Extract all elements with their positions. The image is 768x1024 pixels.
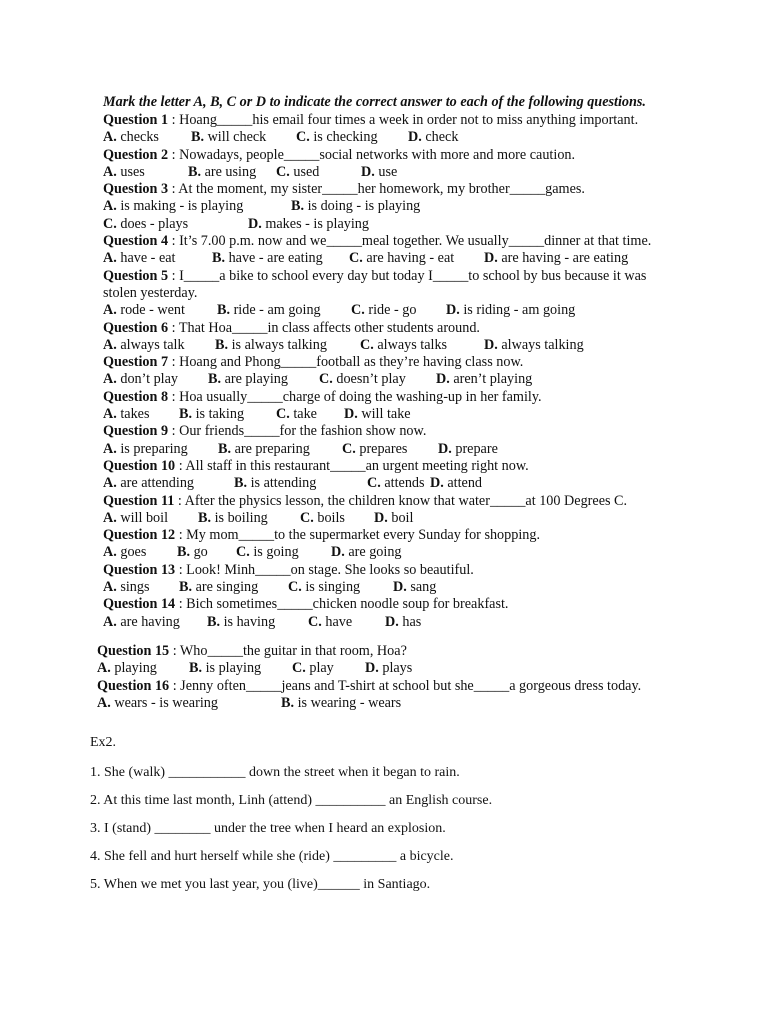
option-row <box>103 475 683 492</box>
question-label: Question 3 <box>103 181 169 198</box>
option-text: plays <box>378 660 413 677</box>
question-label: Question 15 <box>97 643 170 659</box>
question-label: Question 10 <box>103 457 176 474</box>
answer-option[interactable] <box>103 371 178 388</box>
question-text <box>97 678 687 695</box>
option-letter: C. <box>236 544 250 561</box>
option-letter: B. <box>234 475 248 492</box>
answer-option[interactable] <box>292 660 334 677</box>
answer-option[interactable] <box>103 250 175 267</box>
option-text: rode - went <box>116 302 185 319</box>
exercise-item: 2. At this time last month, Linh (attend) __________ an English course. <box>90 793 493 808</box>
option-text: is wearing - wears <box>294 694 402 711</box>
option-row <box>103 510 683 527</box>
option-text: is doing - is playing <box>304 198 421 215</box>
answer-option[interactable] <box>351 302 416 319</box>
option-text: don’t play <box>116 371 179 388</box>
option-letter: D. <box>446 302 460 319</box>
option-text: is having <box>220 613 276 630</box>
option-row <box>103 441 683 458</box>
answer-option[interactable] <box>349 250 454 267</box>
question-text <box>103 458 683 475</box>
answer-option[interactable] <box>367 475 425 492</box>
answer-option[interactable] <box>103 216 188 233</box>
answer-option[interactable] <box>365 660 412 677</box>
question-text <box>97 643 687 660</box>
answer-option[interactable] <box>281 695 401 712</box>
question-stem: : Our friends_____for the fashion show now. <box>168 423 427 440</box>
option-letter: A. <box>103 302 117 319</box>
exercise-item: 4. She fell and hurt herself while she (ride) _________ a bicycle. <box>90 849 454 864</box>
answer-option[interactable] <box>179 579 258 596</box>
option-text: prepare <box>451 440 498 457</box>
option-text: is always talking <box>228 336 327 353</box>
question-stem: : Look! Minh_____on stage. She looks so beautiful. <box>175 561 474 578</box>
answer-option[interactable] <box>319 371 406 388</box>
answer-option[interactable] <box>300 510 345 527</box>
answer-option[interactable] <box>218 441 310 458</box>
option-letter: C. <box>288 579 302 596</box>
answer-option[interactable] <box>385 614 421 631</box>
question-text <box>103 493 683 510</box>
option-letter: B. <box>208 371 222 388</box>
answer-option[interactable] <box>436 371 532 388</box>
option-letter: A. <box>103 440 117 457</box>
option-text: is playing <box>202 660 262 677</box>
answer-option[interactable] <box>374 510 413 527</box>
answer-option[interactable] <box>177 544 208 561</box>
option-letter: A. <box>103 475 117 492</box>
option-text: is attending <box>247 475 317 492</box>
question-label: Question 7 <box>103 354 169 371</box>
option-letter: A. <box>97 660 111 677</box>
option-letter: B. <box>291 198 305 215</box>
answer-option[interactable] <box>212 250 323 267</box>
question-stem: : After the physics lesson, the children know that water_____at 100 Degrees C. <box>174 492 628 509</box>
option-text: is taking <box>192 406 245 423</box>
option-text: have <box>321 613 353 630</box>
answer-option[interactable] <box>103 614 180 631</box>
question-list-2 <box>97 643 687 712</box>
question-stem: : Jenny often_____jeans and T-shirt at school but she_____a gorgeous dress today. <box>169 677 642 694</box>
option-text: are having - eat <box>362 250 455 267</box>
option-letter: B. <box>188 163 202 180</box>
option-text: is checking <box>309 129 378 146</box>
option-letter: C. <box>292 660 306 677</box>
question-stem: : I_____a bike to school every day but today I_____to school by bus because it was <box>168 267 647 284</box>
option-letter: D. <box>331 544 345 561</box>
exercise-item: 5. When we met you last year, you (live)______ in Santiago. <box>90 877 431 892</box>
question-stem: : Hoa usually_____charge of doing the washing-up in her family. <box>168 388 542 405</box>
option-text: play <box>305 660 334 677</box>
option-letter: A. <box>103 163 117 180</box>
answer-option[interactable] <box>207 614 275 631</box>
answer-option[interactable] <box>103 302 185 319</box>
answer-option[interactable] <box>361 164 397 181</box>
question-text <box>103 562 683 579</box>
option-letter: A. <box>103 336 117 353</box>
option-letter: D. <box>393 579 407 596</box>
answer-option[interactable] <box>276 164 319 181</box>
answer-option[interactable] <box>288 579 360 596</box>
option-text: sings <box>116 579 150 596</box>
option-text: makes - is playing <box>261 215 369 232</box>
option-letter: C. <box>360 336 374 353</box>
question-list <box>103 112 683 631</box>
question-stem-continued: stolen yesterday. <box>103 284 198 301</box>
question-stem: : Hoang and Phong_____football as they’re having class now. <box>168 354 524 371</box>
question-text <box>103 112 683 129</box>
option-letter: B. <box>212 250 226 267</box>
question-stem: : It’s 7.00 p.m. now and we_____meal together. We usually_____dinner at that time. <box>168 233 652 250</box>
option-letter: B. <box>198 509 212 526</box>
option-text: attend <box>443 475 483 492</box>
option-text: aren’t playing <box>449 371 533 388</box>
option-text: check <box>421 129 459 146</box>
option-letter: D. <box>484 336 498 353</box>
question-label: Question 14 <box>103 596 176 613</box>
option-letter: C. <box>342 440 356 457</box>
option-text: is making - is playing <box>116 198 244 215</box>
option-text: wears - is wearing <box>110 694 218 711</box>
option-text: goes <box>116 544 147 561</box>
option-row <box>103 371 683 388</box>
question-text <box>103 320 683 337</box>
option-text: always talk <box>116 336 185 353</box>
option-text: is preparing <box>116 440 188 457</box>
option-text: does - plays <box>116 215 189 232</box>
option-text: are preparing <box>231 440 310 457</box>
answer-option[interactable] <box>217 302 321 319</box>
option-letter: D. <box>374 509 388 526</box>
option-text: are going <box>344 544 402 561</box>
option-row <box>103 302 683 319</box>
answer-option[interactable] <box>191 129 266 146</box>
option-letter: C. <box>276 163 290 180</box>
option-row <box>103 250 683 267</box>
answer-option[interactable] <box>97 660 157 677</box>
option-letter: C. <box>300 509 314 526</box>
option-letter: D. <box>248 215 262 232</box>
option-text: take <box>289 406 317 423</box>
question-label: Question 13 <box>103 561 176 578</box>
exercise-item: 3. I (stand) ________ under the tree when I heard an explosion. <box>90 821 446 836</box>
option-letter: B. <box>281 694 295 711</box>
option-letter: B. <box>207 613 221 630</box>
answer-option[interactable] <box>276 406 317 423</box>
option-text: has <box>398 613 422 630</box>
answer-option[interactable] <box>308 614 352 631</box>
option-text: are singing <box>192 579 259 596</box>
answer-option[interactable] <box>103 337 185 354</box>
option-letter: A. <box>103 613 117 630</box>
answer-option[interactable] <box>97 695 218 712</box>
option-letter: C. <box>351 302 365 319</box>
option-text: doesn’t play <box>332 371 406 388</box>
answer-option[interactable] <box>342 441 407 458</box>
option-letter: C. <box>349 250 363 267</box>
answer-option[interactable] <box>103 129 159 146</box>
question-label: Question 16 <box>97 677 170 694</box>
question-label: Question 11 <box>103 492 175 509</box>
option-letter: D. <box>430 475 444 492</box>
answer-option[interactable] <box>360 337 447 354</box>
option-letter: D. <box>361 163 375 180</box>
question-text <box>103 233 683 250</box>
answer-option[interactable] <box>236 544 299 561</box>
answer-option[interactable] <box>179 406 244 423</box>
option-text: uses <box>116 163 145 180</box>
option-text: go <box>190 544 208 561</box>
option-letter: D. <box>438 440 452 457</box>
option-text: have - eat <box>116 250 176 267</box>
option-letter: A. <box>103 250 117 267</box>
question-stem: : My mom_____to the supermarket every Sunday for shopping. <box>175 527 541 544</box>
option-letter: A. <box>103 371 117 388</box>
option-letter: C. <box>276 406 290 423</box>
option-text: are having - are eating <box>497 250 629 267</box>
option-text: sang <box>406 579 437 596</box>
instruction-heading: Mark the letter A, B, C or D to indicate the correct answer to each of the following questions. <box>103 94 646 110</box>
question-label: Question 8 <box>103 388 169 405</box>
question-stem: : Nowadays, people_____social networks with more and more caution. <box>168 146 576 163</box>
option-letter: B. <box>191 129 205 146</box>
option-letter: C. <box>367 475 381 492</box>
answer-option[interactable] <box>408 129 458 146</box>
option-letter: D. <box>385 613 399 630</box>
option-text: always talking <box>497 336 584 353</box>
option-row <box>103 198 683 215</box>
option-text: prepares <box>355 440 408 457</box>
option-text: are attending <box>116 475 195 492</box>
option-row <box>97 660 687 677</box>
question-stem: : Hoang_____his email four times a week in order not to miss anything important. <box>168 112 639 128</box>
answer-option[interactable] <box>344 406 411 423</box>
option-text: playing <box>110 660 157 677</box>
answer-option[interactable] <box>446 302 575 319</box>
question-label: Question 1 <box>103 112 169 128</box>
option-text: used <box>289 163 320 180</box>
option-letter: C. <box>308 613 322 630</box>
option-letter: D. <box>436 371 450 388</box>
option-row <box>103 406 683 423</box>
answer-option[interactable] <box>234 475 316 492</box>
option-letter: B. <box>218 440 232 457</box>
question-text <box>103 181 683 198</box>
question-text <box>103 389 683 406</box>
option-text: ride - am going <box>230 302 321 319</box>
option-letter: A. <box>97 694 111 711</box>
question-label: Question 5 <box>103 267 169 284</box>
option-text: boils <box>313 509 345 526</box>
option-letter: A. <box>103 129 117 146</box>
question-stem: : Who_____the guitar in that room, Hoa? <box>169 643 407 659</box>
option-text: boil <box>387 509 414 526</box>
question-label: Question 2 <box>103 146 169 163</box>
option-text: will take <box>357 406 411 423</box>
question-label: Question 9 <box>103 423 169 440</box>
question-text <box>103 527 683 544</box>
answer-option[interactable] <box>103 406 150 423</box>
option-letter: B. <box>215 336 229 353</box>
question-label: Question 6 <box>103 319 169 336</box>
option-row <box>103 337 683 354</box>
option-letter: B. <box>177 544 191 561</box>
answer-option[interactable] <box>248 216 369 233</box>
option-text: ride - go <box>364 302 417 319</box>
answer-option[interactable] <box>103 164 145 181</box>
answer-option[interactable] <box>484 337 584 354</box>
option-letter: A. <box>103 544 117 561</box>
answer-option[interactable] <box>103 441 188 458</box>
option-letter: B. <box>179 579 193 596</box>
answer-option[interactable] <box>189 660 261 677</box>
exercise-2-items <box>90 764 492 894</box>
option-text: is riding - am going <box>459 302 576 319</box>
question-stem: : All staff in this restaurant_____an urgent meeting right now. <box>175 457 529 474</box>
answer-option[interactable] <box>393 579 436 596</box>
option-text: will boil <box>116 509 169 526</box>
answer-option[interactable] <box>208 371 288 388</box>
option-text: is boiling <box>211 509 268 526</box>
option-row <box>97 695 687 712</box>
exercise-2-title: Ex2. <box>90 735 117 750</box>
question-text <box>103 423 683 440</box>
answer-option[interactable] <box>103 475 194 492</box>
answer-option[interactable] <box>188 164 256 181</box>
option-text: attends <box>380 475 425 492</box>
option-letter: C. <box>319 371 333 388</box>
option-letter: A. <box>103 406 117 423</box>
exercise-2 <box>90 734 492 904</box>
option-letter: A. <box>103 198 117 215</box>
option-text: use <box>374 163 398 180</box>
option-row <box>103 579 683 596</box>
answer-option[interactable] <box>103 510 168 527</box>
option-text: is going <box>249 544 299 561</box>
option-text: always talks <box>373 336 448 353</box>
option-letter: D. <box>344 406 358 423</box>
option-letter: B. <box>189 660 203 677</box>
answer-option[interactable] <box>438 441 498 458</box>
answer-option[interactable] <box>103 579 150 596</box>
option-row <box>103 129 683 146</box>
question-stem: : Bich sometimes_____chicken noodle soup for breakfast. <box>175 596 509 613</box>
answer-option[interactable] <box>291 198 420 215</box>
question-label: Question 12 <box>103 527 176 544</box>
answer-option[interactable] <box>198 510 268 527</box>
option-text: will check <box>204 129 267 146</box>
option-letter: C. <box>296 129 310 146</box>
question-stem: : That Hoa_____in class affects other students around. <box>168 319 480 336</box>
answer-option[interactable] <box>430 475 482 492</box>
option-row <box>103 544 683 561</box>
answer-option[interactable] <box>331 544 402 561</box>
question-text <box>103 596 683 613</box>
option-text: are having <box>116 613 180 630</box>
option-row <box>103 164 683 181</box>
option-text: are playing <box>221 371 288 388</box>
question-label: Question 4 <box>103 233 169 250</box>
answer-option[interactable] <box>484 250 628 267</box>
option-letter: D. <box>484 250 498 267</box>
question-stem: : At the moment, my sister_____her homework, my brother_____games. <box>168 181 585 198</box>
option-text: is singing <box>301 579 361 596</box>
option-letter: D. <box>408 129 422 146</box>
answer-option[interactable] <box>103 198 243 215</box>
answer-option[interactable] <box>215 337 327 354</box>
option-text: takes <box>116 406 150 423</box>
question-text <box>103 268 683 285</box>
exercise-item: 1. She (walk) ___________ down the street when it began to rain. <box>90 765 460 780</box>
answer-option[interactable] <box>103 544 146 561</box>
option-text: have - are eating <box>225 250 323 267</box>
option-letter: A. <box>103 579 117 596</box>
option-text: are using <box>201 163 257 180</box>
option-text: checks <box>116 129 159 146</box>
option-letter: C. <box>103 215 117 232</box>
option-letter: B. <box>179 406 193 423</box>
question-text <box>103 354 683 371</box>
option-letter: B. <box>217 302 231 319</box>
option-row <box>103 216 683 233</box>
answer-option[interactable] <box>296 129 378 146</box>
question-text <box>103 147 683 164</box>
option-row <box>103 614 683 631</box>
option-letter: A. <box>103 509 117 526</box>
option-letter: D. <box>365 660 379 677</box>
